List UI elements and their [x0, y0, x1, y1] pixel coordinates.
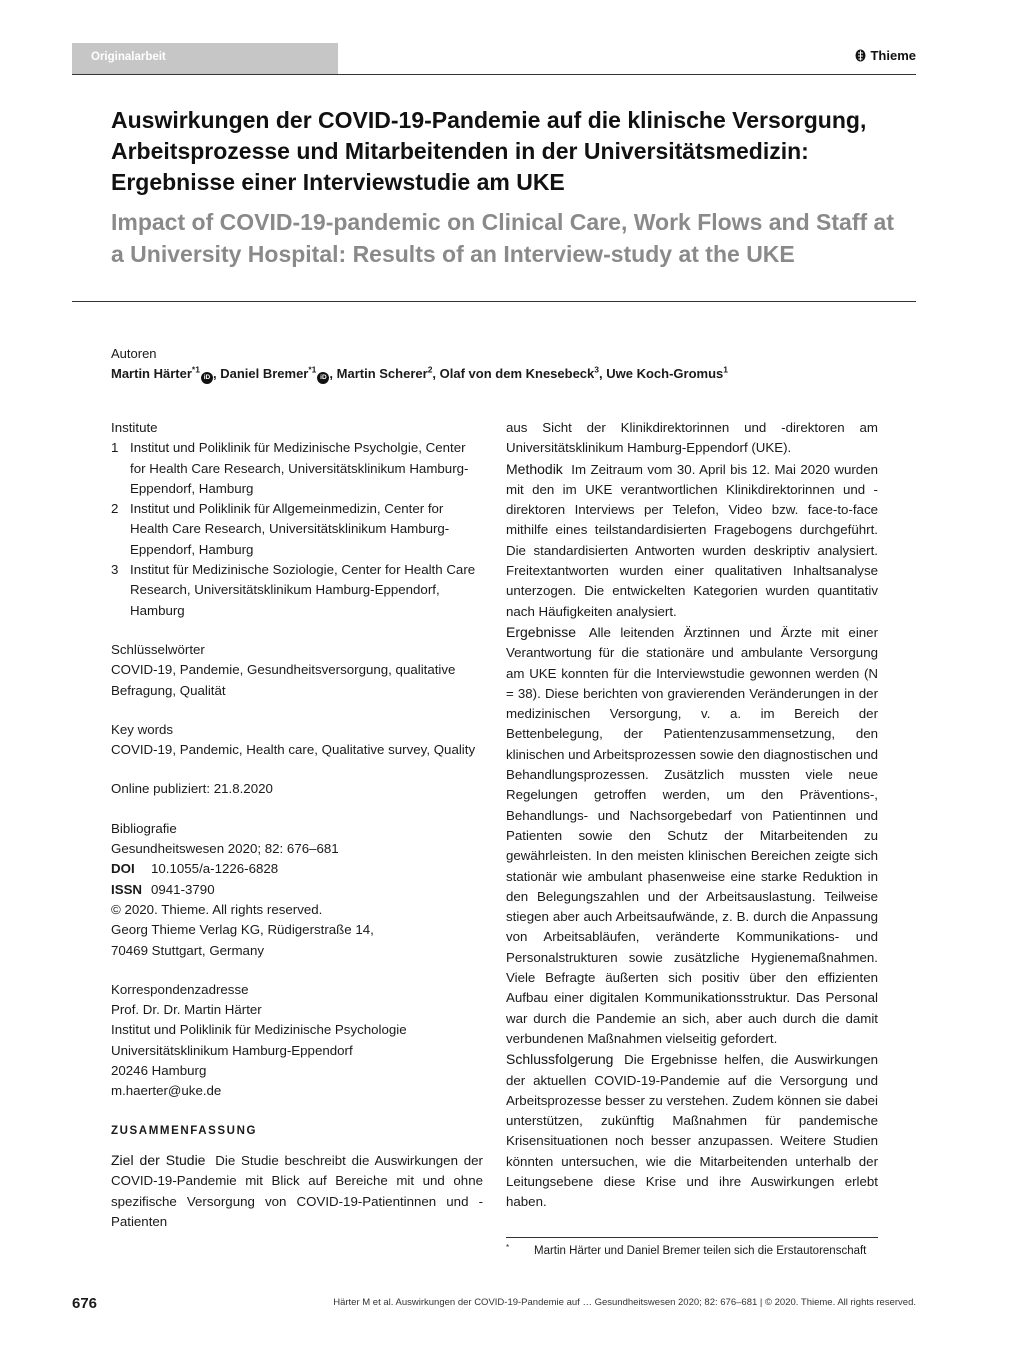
author-name: Olaf von dem Knesebeck: [439, 366, 595, 382]
footnote-text: Martin Härter und Daniel Bremer teilen sich die Erstautorenschaft: [534, 1245, 867, 1257]
title-english: Impact of COVID-19-pandemic on Clinical Care, Work Flows and Staff at a University Hospital: Results of an Interview-study at the UKE: [111, 209, 894, 267]
institute-number: 2: [111, 501, 119, 517]
author-name: Uwe Koch-Gromus: [606, 366, 724, 382]
footer-citation: Härter M et al. Auswirkungen der COVID-19-Pandemie auf … Gesundheitswesen 2020; 82: 676–681 | © 2020. Thieme. All rights reserved.: [333, 1297, 916, 1308]
correspondence-line: Institut und Poliklinik für Medizinische Psychologie: [111, 1022, 407, 1038]
results-text: Alle leitenden Ärztinnen und Ärzte mit einer Verantwortung für die stationäre und ambulante Versorgung am UKE konnten für die Interviewstudie gewonnen werden (N = 38). Diese berichten von gravierenden Veränderungen in der medizinischen Versorgung, v. a. im Bereich der Bettenbelegung, der Patientenzusammensetzung, den klinischen und Arbeitsprozessen sowie den diagnostischen und Behandlungsprozessen. Zusätzlich mussten viele neue Regelungen getroffen werden, um den Präventions-, Behandlungs- und Nachsorgebedarf von Patientinnen und Patienten sowie den Schutz der Mitarbeitenden zu gewährleisten. In den meisten klinischen Bereichen zeigte sich stationär wie ambulant phasenweise eine starke Reduktion in den Belegungszahlen und der Arbeitsauslastung. Teilweise stiegen aber auch Arbeitsaufwände, z. B. durch die Anpassung von Arbeitsabläufen, veränderte Kommunikations- und Personalstrukturen sowie zusätzliche Hygienemaßnahmen. Viele Befragte äußerten sich positiv über den effizienten Aufbau einer digitalen Kommunikationsstruktur. Das Personal war durch die Pandemie an sich, aber auch durch die damit verbundenen Maßnahmen vielseitig gefordert.: [506, 624, 879, 1046]
left-column: [111, 418, 483, 1232]
abstract-aim: [111, 1150, 483, 1232]
methods-heading: Methodik: [506, 460, 563, 477]
methods-text: Im Zeitraum vom 30. April bis 12. Mai 2020 wurden mit den im UKE verantwortlichen Klinikdirektorinnen und -direktoren Interviews per Telefon, Video bzw. face-to-face mithilfe eines teilstandardisierten Fragebogens durchgeführt. Die standardisierten Antworten wurden deskriptiv analysiert. Freitextantworten wurden einer qualitativen Inhaltsanalyse unterzogen. Die entwickelten Kategorien wurden quantitativ nach Häufigkeiten analysiert.: [506, 461, 878, 619]
doi-value[interactable]: 10.1055/a-1226-6828: [151, 861, 279, 877]
bibliography-label: Bibliografie: [111, 820, 177, 836]
footnote-divider: [506, 1237, 878, 1238]
issn-value: 0941-3790: [151, 881, 215, 897]
results-heading: Ergebnisse: [506, 623, 577, 640]
author-separator: ,: [329, 366, 337, 382]
author-name: Daniel Bremer: [220, 366, 309, 382]
author-affiliation: *1: [191, 365, 200, 375]
institute-text: Institut für Medizinische Soziologie, Center for Health Care Research, Universitätsklinikum Hamburg-Eppendorf, Hamburg: [130, 562, 476, 618]
title-divider: [72, 301, 916, 302]
issn-key: ISSN: [111, 881, 143, 897]
publisher-address-1: Georg Thieme Verlag KG, Rüdigerstraße 14,: [111, 922, 374, 938]
publisher-brand: [855, 48, 916, 63]
abstract-results: [506, 622, 878, 1049]
conclusion-text: Die Ergebnisse helfen, die Auswirkungen der aktuellen COVID-19-Pandemie auf die Versorgung und Arbeitsprozesse besser zu verstehen. Zudem können sie dabei unterstützen, zukünftig Maßnahmen für pandemische Krisensituationen noch besser anzupassen. Weitere Studien könnten untersuchen, wie die Mitarbeitenden unterhalb der Leitungsebene diese Krise und ihre Auswirkungen erlebt haben.: [506, 1052, 878, 1210]
aim-text: Die Studie beschreibt die Auswirkungen der COVID-19-Pandemie mit Blick auf Bereiche mit und ohne spezifische Versorgung von COVID-19-Patientinnen und -Patienten: [111, 1152, 483, 1229]
brand-name: Thieme: [870, 48, 916, 63]
correspondence-email[interactable]: m.haerter@uke.de: [111, 1083, 222, 1099]
author-4: [440, 366, 607, 381]
page-number: 676: [72, 1295, 98, 1312]
authors-label: Autoren: [111, 346, 157, 361]
institute-number: 3: [111, 562, 119, 578]
abstract-heading: ZUSAMMENFASSUNG: [111, 1124, 258, 1137]
thieme-logo-icon: [855, 49, 866, 62]
institute-number: 1: [111, 440, 119, 456]
author-affiliation: 3: [594, 365, 600, 375]
doi-key: DOI: [111, 861, 135, 877]
author-2: [220, 366, 336, 381]
institutes-section: [111, 418, 483, 621]
keywords-de-text: COVID-19, Pandemie, Gesundheitsversorgung, qualitative Befragung, Qualität: [111, 662, 456, 698]
copyright: © 2020. Thieme. All rights reserved.: [111, 901, 323, 917]
bibliography-section: [111, 819, 483, 961]
abstract-conclusion: [506, 1049, 878, 1212]
correspondence-line: Universitätsklinikum Hamburg-Eppendorf: [111, 1042, 353, 1058]
orcid-icon[interactable]: iD: [317, 372, 329, 384]
author-1: [111, 366, 220, 381]
author-affiliation: 2: [427, 365, 433, 375]
bibliography-journal: Gesundheitswesen 2020; 82: 676–681: [111, 841, 339, 857]
correspondence-section: [111, 980, 483, 1102]
keywords-en-text: COVID-19, Pandemic, Health care, Qualitative survey, Quality: [111, 742, 476, 758]
correspondence-line: Prof. Dr. Dr. Martin Härter: [111, 1002, 262, 1018]
footnote-marker: *: [506, 1243, 510, 1252]
correspondence-label: Korrespondenzadresse: [111, 981, 249, 997]
author-name: Martin Scherer: [336, 366, 428, 382]
author-name: Martin Härter: [111, 366, 192, 382]
title-german: Auswirkungen der COVID-19-Pandemie auf die klinische Versorgung, Arbeitsprozesse und Mitarbeitenden in der Universitätsmedizin: Ergebnisse einer Interviewstudie am UKE: [111, 107, 867, 195]
author-separator: ,: [432, 366, 440, 382]
author-3: [337, 366, 440, 381]
abstract-methods: [506, 459, 878, 622]
keywords-de-label: Schlüsselwörter: [111, 641, 205, 657]
author-affiliation: *1: [308, 365, 317, 375]
author-affiliation: 1: [723, 365, 728, 375]
section-label: Originalarbeit: [72, 43, 338, 74]
institute-text: Institut und Poliklinik für Medizinische Psycholgie, Center for Health Care Research, Universitätsklinikum Hamburg-Eppendorf, Hamburg: [130, 440, 469, 496]
keywords-de-section: [111, 640, 483, 701]
keywords-en-label: Key words: [111, 721, 174, 737]
institute-text: Institut und Poliklinik für Allgemeinmedizin, Center for Health Care Research, Universitätsklinikum Hamburg-Eppendorf, Hamburg: [130, 501, 450, 557]
online-published: Online publiziert: 21.8.2020: [111, 781, 273, 797]
author-5: [606, 366, 728, 381]
conclusion-heading: Schlussfolgerung: [506, 1051, 614, 1068]
institute-item: [111, 438, 483, 499]
authors-list: [111, 365, 728, 384]
aim-continuation: aus Sicht der Klinikdirektorinnen und -direktoren am Universitätsklinikum Hamburg-Eppendorf (UKE).: [506, 420, 878, 456]
header-divider: [72, 74, 916, 75]
correspondence-line: 20246 Hamburg: [111, 1063, 207, 1079]
orcid-icon[interactable]: iD: [201, 372, 213, 384]
aim-heading: Ziel der Studie: [111, 1151, 206, 1168]
institute-item: [111, 499, 483, 560]
doi-line: [111, 859, 483, 879]
author-separator: ,: [599, 366, 607, 382]
publisher-address-2: 70469 Stuttgart, Germany: [111, 942, 264, 958]
institute-item: [111, 560, 483, 621]
author-separator: ,: [212, 366, 221, 382]
institutes-label: Institute: [111, 420, 158, 435]
keywords-en-section: [111, 720, 483, 761]
issn-line: [111, 880, 483, 900]
right-column: [506, 418, 878, 1213]
